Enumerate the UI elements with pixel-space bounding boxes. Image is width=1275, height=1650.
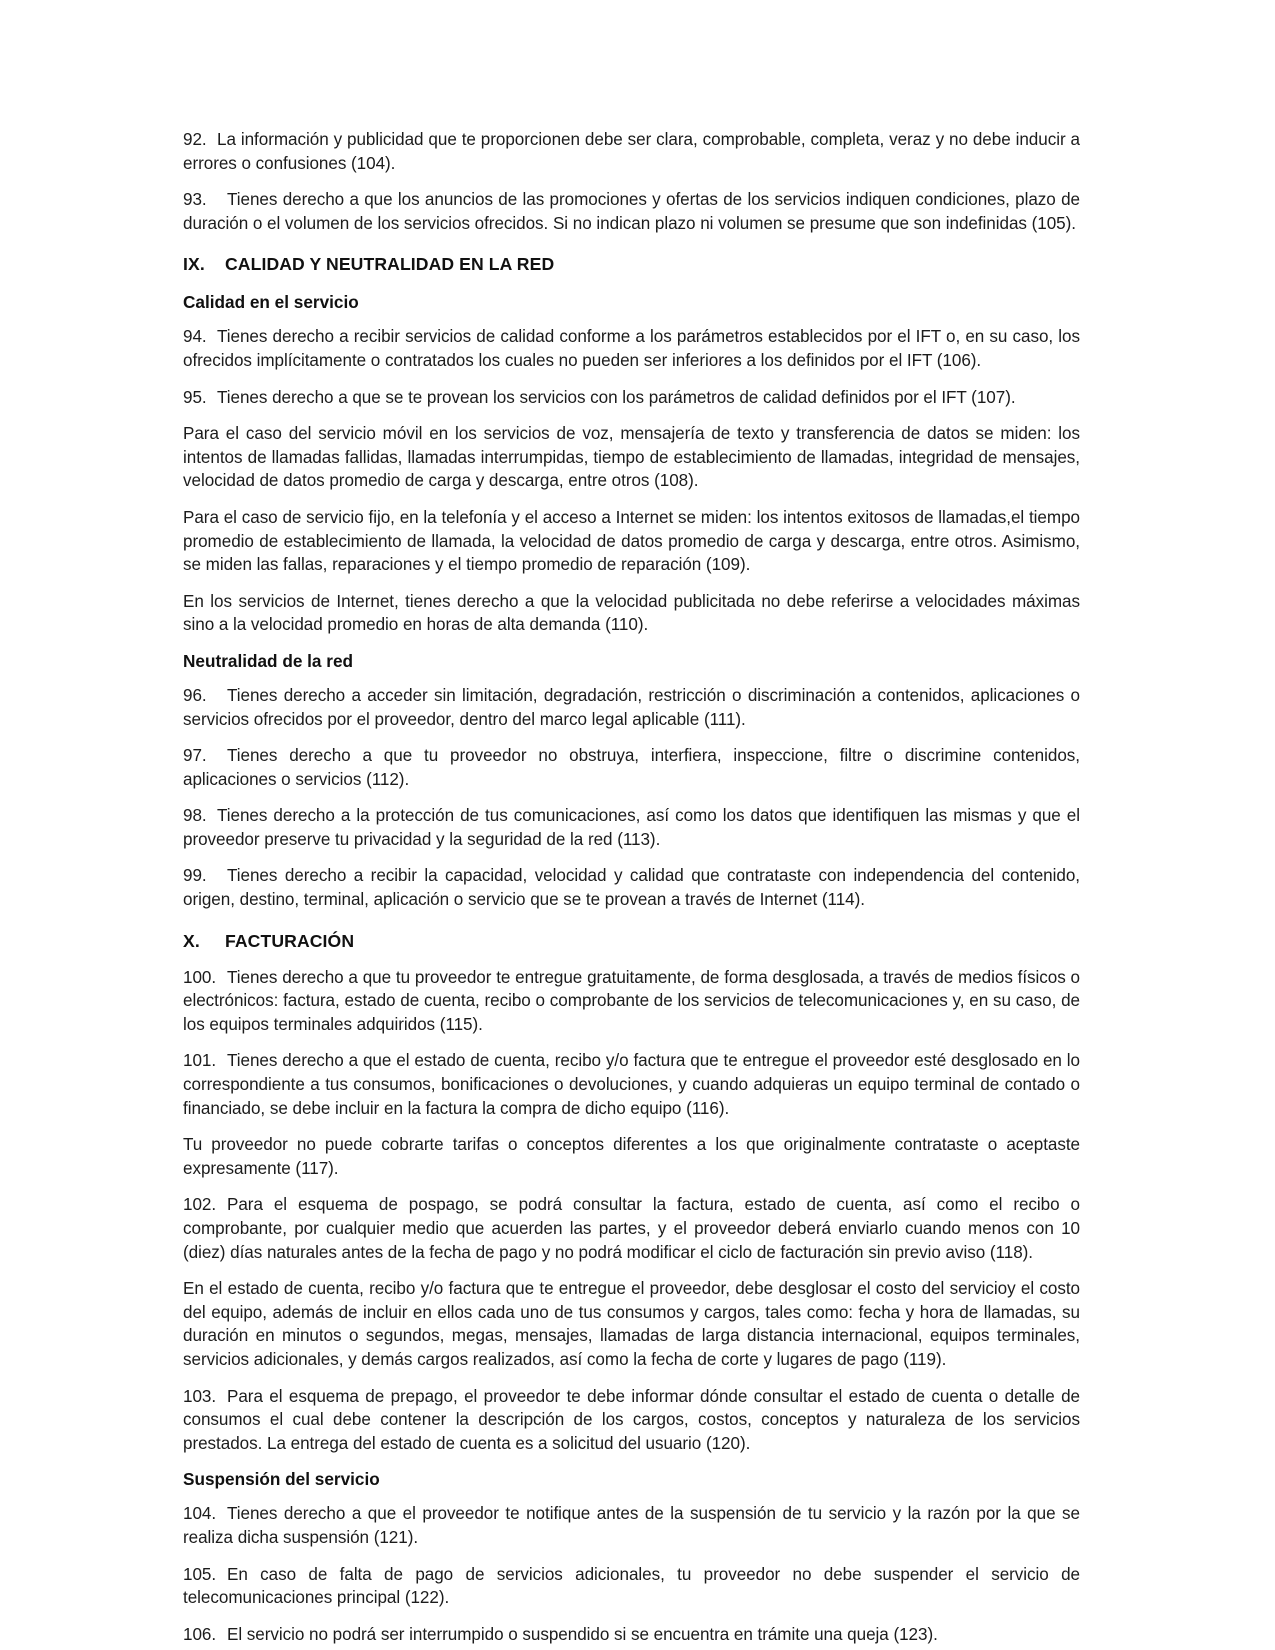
paragraph-92-text: La información y publicidad que te proporcionen debe ser clara, comprobable, completa, veraz y no debe inducir a errores o confusiones (104). [183,130,1080,173]
paragraph-105-number: 105. [183,1564,217,1584]
paragraph-97 [183,744,1080,791]
section-heading-ix [183,253,1080,276]
paragraph-103 [183,1385,1080,1456]
paragraph-92-number: 92. [183,130,207,149]
paragraph-96 [183,684,1080,731]
paragraph-95 [183,386,1080,410]
section-heading-x-numeral: X. [183,930,200,951]
paragraph-106 [183,1623,1080,1647]
paragraph-98-number: 98. [183,806,207,826]
paragraph-98-text: Tienes derecho a la protección de tus comunicaciones, así como los datos que identifiquen las mismas y que el proveedor preserve tu privacidad y la seguridad de la red (113). [183,806,1080,849]
paragraph-106-number: 106. [183,1624,217,1644]
section-heading-ix-title: CALIDAD Y NEUTRALIDAD EN LA RED [225,254,555,275]
paragraph-99 [183,864,1080,911]
paragraph-101b: Tu proveedor no puede cobrarte tarifas o conceptos diferentes a los que originalmente contrataste o aceptaste expresamente (117). [183,1135,1080,1178]
paragraph-103-number: 103. [183,1386,217,1406]
paragraph-103-text: Para el esquema de prepago, el proveedor te debe informar dónde consultar el estado de cuenta o detalle de consumos el cual debe contener la descripción de los cargos, costos, conceptos y naturaleza de los servicios prestados. La entrega del estado de cuenta es a solicitud del usuario (120). [183,1386,1080,1453]
paragraph-106-text: El servicio no podrá ser interrumpido o suspendido si se encuentra en trámite una queja (123). [227,1624,938,1644]
paragraph-93-number: 93. [183,190,207,210]
paragraph-96-number: 96. [183,685,207,705]
paragraph-102-number: 102. [183,1195,217,1215]
subheading-calidad-en-el-servicio: Calidad en el servicio [183,292,359,313]
paragraph-95-text: Tienes derecho a que se te provean los servicios con los parámetros de calidad definidos por el IFT (107). [217,387,1016,407]
paragraph-93-text: Tienes derecho a que los anuncios de las promociones y ofertas de los servicios indiquen condiciones, plazo de duración o el volumen de los servicios ofrecidos. Si no indican plazo ni volumen se presume que son indefinidas (105). [183,190,1080,233]
paragraph-93 [183,188,1080,235]
subheading-suspension-del-servicio: Suspensión del servicio [183,1469,380,1490]
paragraph-105-text: En caso de falta de pago de servicios adicionales, tu proveedor no debe suspender el servicio de telecomunicaciones principal (122). [183,1564,1080,1608]
paragraph-92 [183,128,1080,175]
section-heading-x [183,930,1080,953]
paragraph-95-number: 95. [183,387,207,407]
paragraph-104-number: 104. [183,1504,217,1524]
paragraph-95b: Para el caso del servicio móvil en los servicios de voz, mensajería de texto y transferencia de datos se miden: los intentos de llamadas fallidas, llamadas interrumpidas, tiempo de establecimiento de llamadas, integridad de mensajes, velocidad de datos promedio de carga y descarga, entre otros (108). [183,424,1080,491]
paragraph-100-text: Tienes derecho a que tu proveedor te entregue gratuitamente, de forma desglosada, a través de medios físicos o electrónicos: factura, estado de cuenta, recibo o comprobante de los servicios de telecomunicaciones y, en su caso, de los equipos terminales adquiridos (115). [183,967,1080,1034]
paragraph-104-text: Tienes derecho a que el proveedor te notifique antes de la suspensión de tu servicio y la razón por la que se realiza dicha suspensión (121). [183,1504,1080,1547]
paragraph-97-number: 97. [183,746,207,766]
paragraph-99-text: Tienes derecho a recibir la capacidad, velocidad y calidad que contrataste con independencia del contenido, origen, destino, terminal, aplicación o servicio que se te provean a través de Internet (114). [183,866,1080,910]
paragraph-104 [183,1502,1080,1549]
paragraph-95c: Para el caso de servicio fijo, en la telefonía y el acceso a Internet se miden: los intentos exitosos de llamadas,el tiempo promedio de establecimiento de llamada, la velocidad de datos promedio de carga y descarga, entre otros. Asimismo, se miden las fallas, reparaciones y el tiempo promedio de reparación (109). [183,507,1080,575]
paragraph-105 [183,1563,1080,1610]
paragraph-102 [183,1193,1080,1264]
paragraph-98 [183,804,1080,851]
section-heading-ix-numeral: IX. [183,254,205,275]
paragraph-95d: En los servicios de Internet, tienes derecho a que la velocidad publicitada no debe referirse a velocidades máximas sino a la velocidad promedio en horas de alta demanda (110). [183,591,1080,635]
paragraph-102b: En el estado de cuenta, recibo y/o factura que te entregue el proveedor, debe desglosar el costo del servicioy el costo del equipo, además de incluir en ellos cada uno de tus consumos y cargos, tales como: fecha y hora de llamadas, su duración en minutos o segundos, megas, mensajes, llamadas de larga distancia internacional, equipos terminales, servicios adicionales, y demás cargos realizados, así como la fecha de corte y lugares de pago (119). [183,1279,1080,1369]
paragraph-94 [183,325,1080,372]
paragraph-99-number: 99. [183,866,207,886]
paragraph-94-number: 94. [183,327,207,347]
section-heading-x-title: FACTURACIÓN [225,930,355,951]
paragraph-101 [183,1049,1080,1120]
paragraph-101-number: 101. [183,1051,217,1071]
paragraph-100-number: 100. [183,967,217,987]
paragraph-102-text: Para el esquema de pospago, se podrá consultar la factura, estado de cuenta, así como el recibo o comprobante, por cualquier medio que acuerden las partes, y el proveedor deberá enviarlo cuando menos con 10 (diez) días naturales antes de la fecha de pago y no podrá modificar el ciclo de facturación sin previo aviso (118). [183,1195,1080,1262]
document-body [183,128,1080,1646]
paragraph-94-text: Tienes derecho a recibir servicios de calidad conforme a los parámetros establecidos por el IFT o, en su caso, los ofrecidos implícitamente o contratados los cuales no pueden ser inferiores a los definidos por el IFT (106). [183,327,1080,370]
paragraph-96-text: Tienes derecho a acceder sin limitación, degradación, restricción o discriminación a contenidos, aplicaciones o servicios ofrecidos por el proveedor, dentro del marco legal aplicable (111). [183,685,1080,729]
paragraph-97-text: Tienes derecho a que tu proveedor no obstruya, interfiera, inspeccione, filtre o discrimine contenidos, aplicaciones o servicios (112). [183,746,1080,789]
subheading-neutralidad-de-la-red: Neutralidad de la red [183,650,354,671]
paragraph-101-text: Tienes derecho a que el estado de cuenta, recibo y/o factura que te entregue el proveedor esté desglosado en lo correspondiente a tus consumos, bonificaciones o devoluciones, y cuando adquieras un equipo terminal de contado o financiado, se debe incluir en la factura la compra de dicho equipo (116). [183,1051,1080,1118]
paragraph-100 [183,966,1080,1037]
